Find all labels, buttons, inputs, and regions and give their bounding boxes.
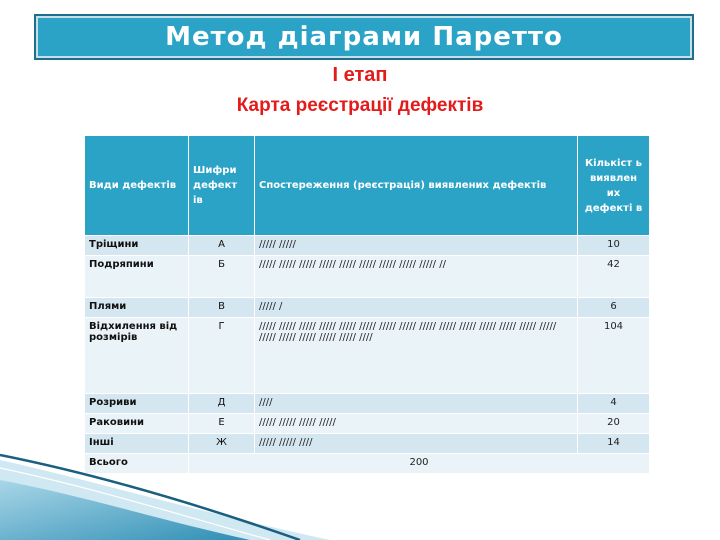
defect-code: В	[189, 298, 255, 318]
defect-count: 6	[578, 298, 650, 318]
defect-code: Г	[189, 318, 255, 394]
defect-code: Е	[189, 414, 255, 434]
defect-count: 104	[578, 318, 650, 394]
table-header-row	[85, 136, 650, 236]
tally-marks: ////	[255, 394, 578, 414]
table-row	[85, 414, 650, 434]
stage-heading: І етап	[332, 64, 388, 86]
slide-title: Метод діаграми Паретто	[165, 22, 563, 52]
tally-marks: ///// /////	[255, 236, 578, 256]
defect-name: Подряпини	[85, 256, 189, 298]
table-row	[85, 318, 650, 394]
defect-count: 4	[578, 394, 650, 414]
defect-code: Ж	[189, 434, 255, 454]
decorative-wave-graphic	[0, 440, 400, 540]
defect-name: Раковини	[85, 414, 189, 434]
header-count: Кількіст ь виявлен их дефекті в	[578, 136, 650, 236]
total-value: 200	[189, 454, 650, 474]
defect-name: Розриви	[85, 394, 189, 414]
table-row	[85, 236, 650, 256]
tally-marks: ///// ///// ////	[255, 434, 578, 454]
header-defect-type: Види дефектів	[85, 136, 189, 236]
defect-count: 20	[578, 414, 650, 434]
total-label: Всього	[85, 454, 189, 474]
defect-code: Б	[189, 256, 255, 298]
tally-marks: ///// ///// ///// ///// ///// ///// ///// ///// ///// ///// ///// ///// ///// ///// ///// ///// ///// ///// ///// ///// ////	[255, 318, 578, 394]
defect-count: 10	[578, 236, 650, 256]
header-defect-code: Шифри дефект ів	[189, 136, 255, 236]
defect-name: Тріщини	[85, 236, 189, 256]
title-banner	[34, 14, 694, 60]
header-observation: Спостереження (реєстрація) виявлених дефектів	[255, 136, 578, 236]
defect-name: Плями	[85, 298, 189, 318]
tally-marks: ///// /	[255, 298, 578, 318]
defect-code: Д	[189, 394, 255, 414]
table-row	[85, 256, 650, 298]
defect-count: 42	[578, 256, 650, 298]
subtitle: Карта реєстрації дефектів	[236, 95, 484, 116]
defect-count: 14	[578, 434, 650, 454]
tally-marks: ///// ///// ///// ///// ///// ///// ///// ///// ///// //	[255, 256, 578, 298]
defect-name: Інші	[85, 434, 189, 454]
defect-code: А	[189, 236, 255, 256]
table-row	[85, 298, 650, 318]
table-row	[85, 394, 650, 414]
defect-name: Відхилення від розмірів	[85, 318, 189, 394]
defect-registration-table	[84, 135, 650, 474]
tally-marks: ///// ///// ///// /////	[255, 414, 578, 434]
